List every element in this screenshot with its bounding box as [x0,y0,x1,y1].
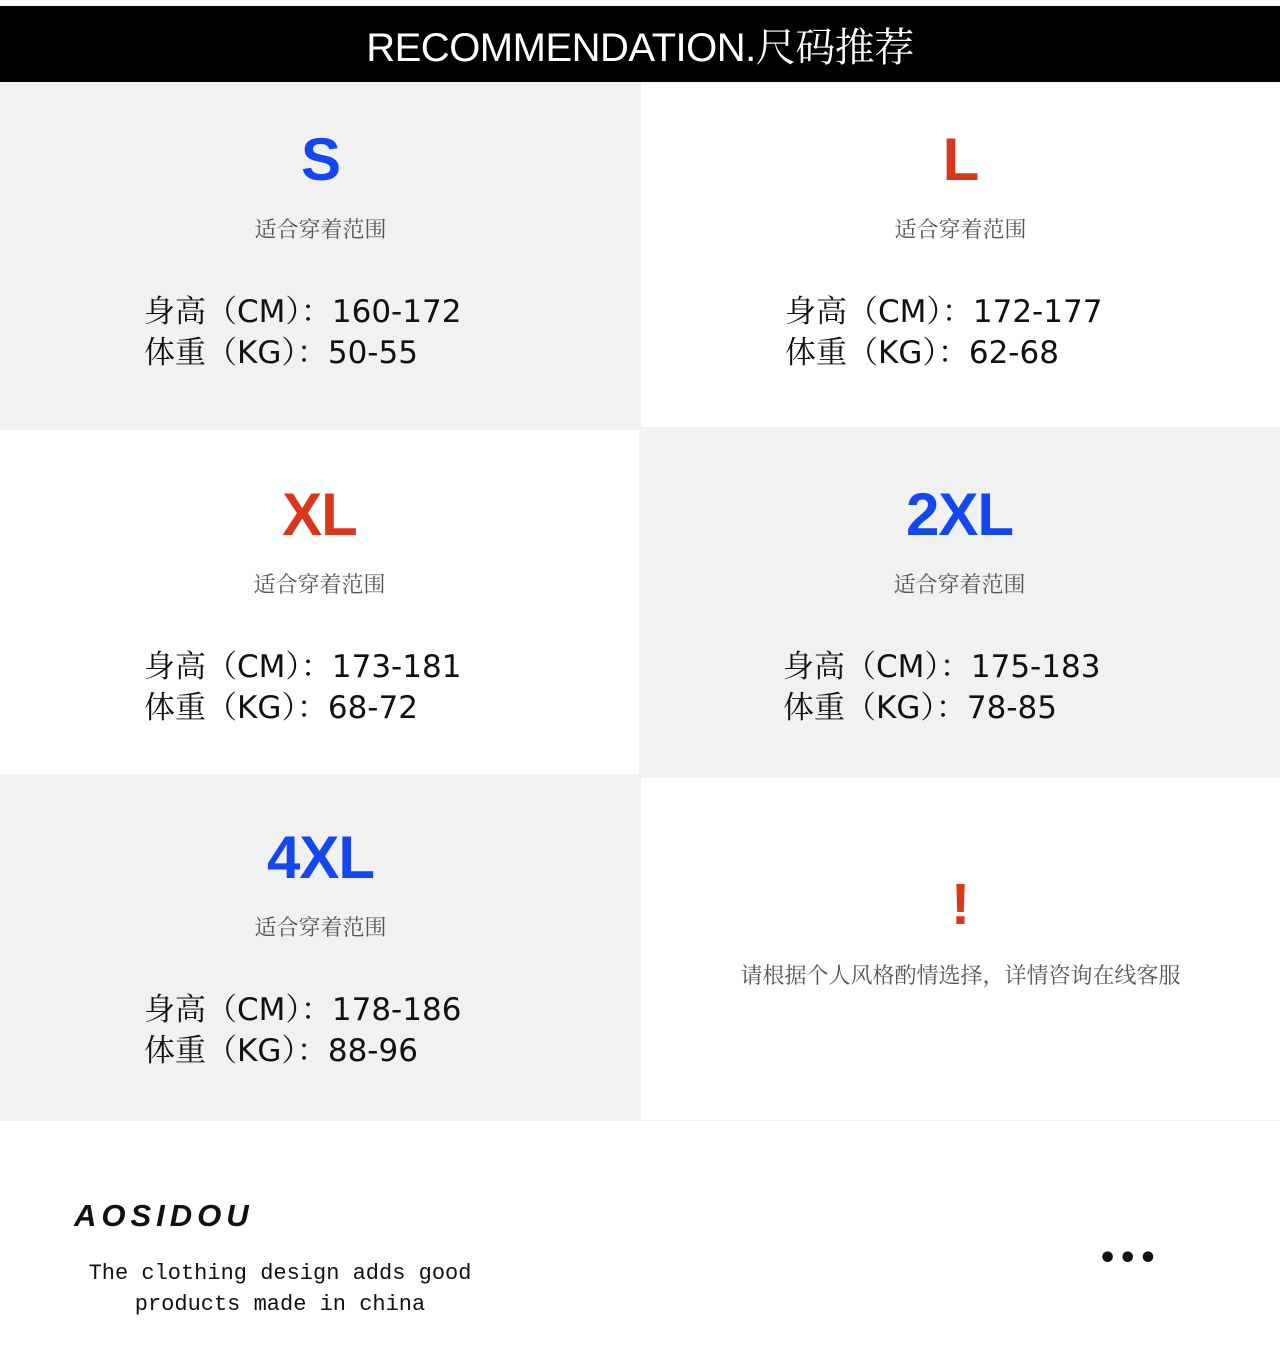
size-label: XL [282,481,357,548]
range-label: 适合穿着范围 [254,218,387,243]
exclamation-mark: ! [950,872,971,937]
weight-range: 体重（KG）：68-72 [144,690,418,726]
size-card-4xl [0,774,641,1121]
height-range: 身高（CM）：178-186 [144,992,462,1028]
range-label: 适合穿着范围 [893,573,1026,598]
size-specs [639,647,1100,729]
weight-range: 体重（KG）：50-55 [144,335,418,371]
page-title: RECOMMENDATION.尺码推荐 [0,6,1280,82]
height-range: 身高（CM）：175-183 [783,649,1101,685]
brand-logo: AOSIDOU [74,1198,254,1233]
size-label: L [942,126,979,193]
size-card-l [641,82,1280,427]
notice-card [641,777,1280,1121]
range-label: 适合穿着范围 [894,218,1027,243]
size-card-s [0,82,641,430]
tagline-line-1: The clothing design adds good [88,1261,472,1286]
brand-tagline [60,1258,500,1320]
weight-range: 体重（KG）：78-85 [783,690,1057,726]
size-specs [0,990,461,1072]
height-range: 身高（CM）：160-172 [144,294,462,330]
tagline-line-2: products made in china [134,1292,426,1317]
size-specs [0,292,461,374]
size-label: S [300,126,341,193]
range-label: 适合穿着范围 [254,916,387,941]
size-card-2xl [639,427,1280,777]
notice-text: 请根据个人风格酌情选择，详情咨询在线客服 [740,964,1181,989]
size-card-xl [0,430,639,774]
height-range: 身高（CM）：173-181 [144,649,462,685]
size-specs [0,647,461,729]
weight-range: 体重（KG）：88-96 [144,1033,418,1069]
weight-range: 体重（KG）：62-68 [785,335,1059,371]
more-icon: ••• [1098,1241,1159,1276]
size-specs [641,292,1102,374]
size-label: 2XL [905,481,1014,548]
height-range: 身高（CM）：172-177 [785,294,1103,330]
range-label: 适合穿着范围 [253,573,386,598]
size-label: 4XL [266,824,375,891]
